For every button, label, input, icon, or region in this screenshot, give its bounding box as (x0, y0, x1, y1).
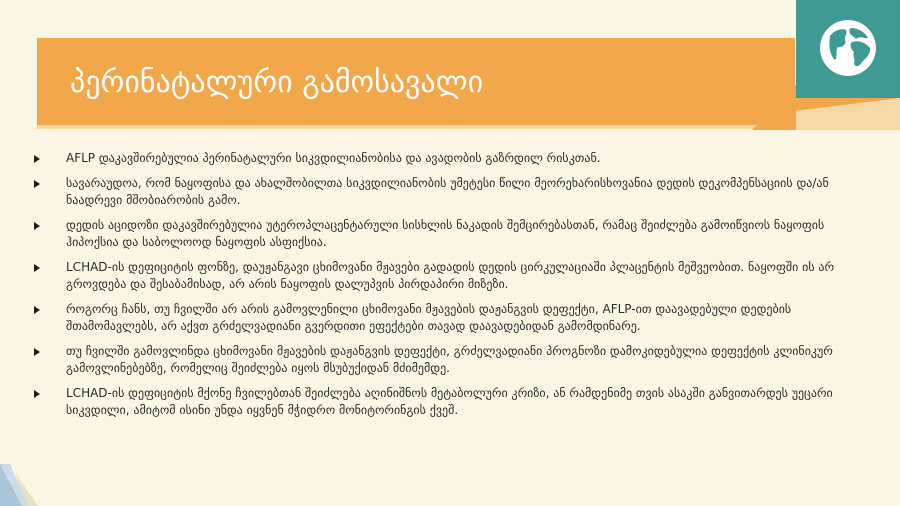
list-item (30, 343, 870, 378)
triangle-bullet-icon (34, 180, 40, 188)
bullet-text: როგორც ჩანს, თუ ჩვილში არ არის გამოვლენილი ცხიმოვანი მჟავების დაჟანგვის დეფექტი, AFLP-ით დაავადებული დედების შთამომავლებს, არ აქვთ გრძელვადიანი გვერდითი ეფექტები თავად დაავადებიდან გამომდინარე. (66, 301, 792, 333)
list-item (30, 175, 870, 210)
bullet-text: LCHAD-ის დეფიციტის მქონე ჩვილებთან შეიძლება აღინიშნოს მეტაბოლური კრიზი, ან რამდენიმე თვის ასაკში განვითარდეს უეცარი სიკვდილი, ამიტომ ისინი უნდა იყვნენ მჭიდრო მონიტორინგის ქვეშ. (66, 385, 833, 417)
bullet-text: LCHAD-ის დეფიციტის ფონზე, დაუჟანგავი ცხიმოვანი მჟავები გადადის დედის ცირკულაციაში პლაცენტის მეშვეობით. ნაყოფში ის არ გროვდება და შესაბამისად, არ არის ნაყოფის დალუპვის პირდაპირი მიზეზი. (66, 259, 835, 291)
triangle-bullet-icon (34, 155, 40, 163)
slide-title: პერინატალური გამოსავალი (70, 65, 484, 100)
list-item (30, 150, 870, 168)
triangle-bullet-icon (34, 264, 40, 272)
list-item (30, 301, 870, 336)
globe-icon (818, 18, 878, 78)
list-item (30, 385, 870, 420)
triangle-bullet-icon (34, 390, 40, 398)
list-item (30, 217, 870, 252)
triangle-bullet-icon (34, 306, 40, 314)
bullet-text: AFLP დაკავშირებულია პერინატალური სიკვდილიანობისა და ავადობის გაზრდილ რისკთან. (66, 151, 601, 165)
list-item (30, 259, 870, 294)
bullet-list (30, 150, 870, 427)
triangle-bullet-icon (34, 348, 40, 356)
triangle-bullet-icon (34, 222, 40, 230)
bullet-text: დედის აციდოზი დაკავშირებულია უტეროპლაცენტარული სისხლის ნაკადის შემცირებასთან, რამაც შეიძლება გამოიწვიოს ნაყოფის ჰიპოქსია და საბოლოოდ ნაყოფის ასფიქსია. (66, 217, 825, 249)
bullet-text: სავარაუდოა, რომ ნაყოფისა და ახალშობილთა სიკვდილიანობის უმეტესი წილი მეორეხარისხოვანია დედის დეკომპენსაციის და/ან ნაადრევი მშობიარობის გამო. (66, 175, 829, 207)
corner-decoration (0, 464, 50, 506)
bullet-text: თუ ჩვილში გამოვლინდა ცხიმოვანი მჟავების დაჟანგვის დეფექტი, გრძელვადიანი პროგნოზი დამოკიდებულია დეფექტის კლინიკურ გამოვლინებებზე, რომელიც შეიძლება იყოს მსუბუქიდან მძიმემდე. (66, 343, 833, 375)
